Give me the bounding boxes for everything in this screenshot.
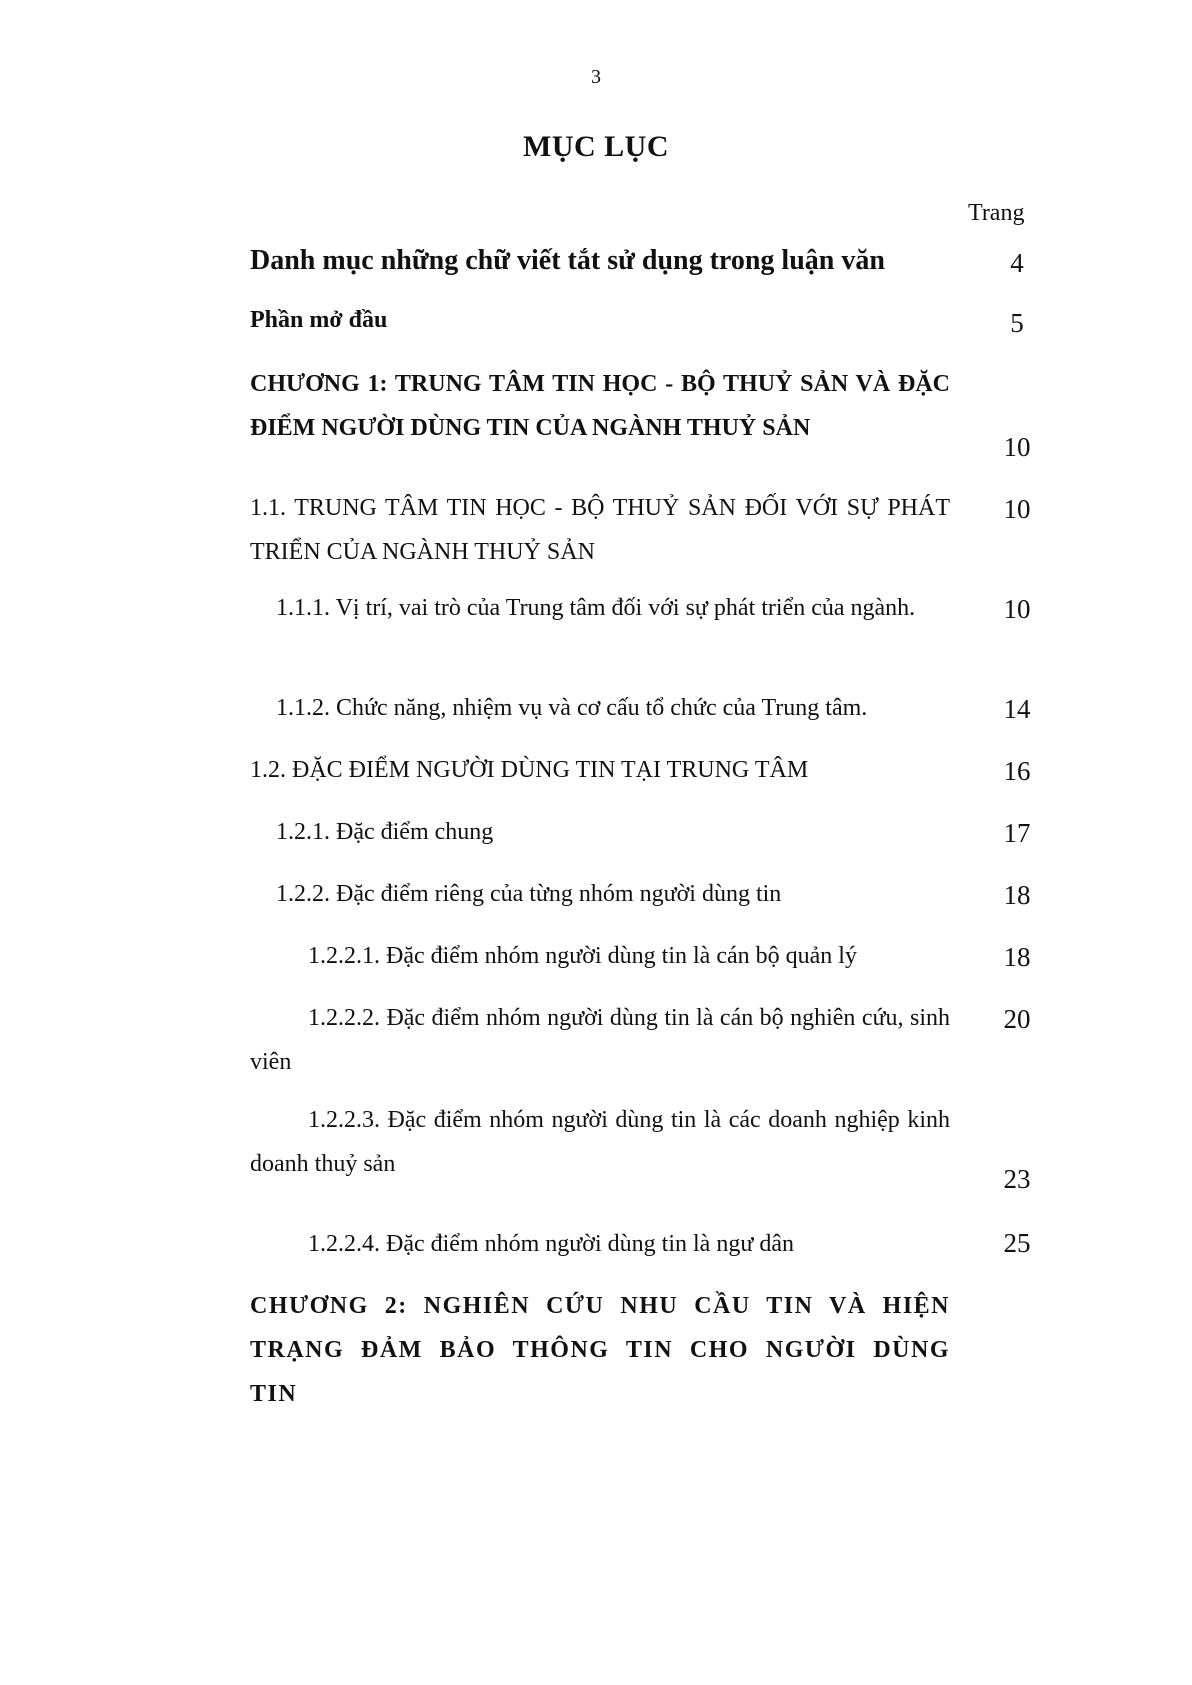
toc-entry-text: 1.2.2. Đặc điểm riêng của từng nhóm người dùng tin <box>276 881 782 907</box>
page-number: 3 <box>591 66 601 88</box>
toc-entry-page: 10 <box>1003 594 1031 624</box>
toc-entry <box>250 934 950 978</box>
toc-entry-text: 1.1. TRUNG TÂM TIN HỌC - BỘ THUỶ SẢN ĐỐI VỚI SỰ PHÁT TRIỂN CỦA NGÀNH THUỶ SẢN <box>250 495 950 565</box>
toc-entry-page: 18 <box>1003 880 1031 910</box>
page-column-label: Trang <box>968 200 1025 226</box>
toc-entry <box>250 1098 950 1186</box>
toc-entry-page: 5 <box>1010 308 1024 338</box>
toc-entry-page: 4 <box>1010 248 1024 278</box>
toc-entry-page: 17 <box>1003 818 1031 848</box>
toc-entry <box>250 238 950 284</box>
toc-entry-text: 1.2.1. Đặc điểm chung <box>276 819 494 845</box>
toc-entry <box>250 1222 950 1266</box>
toc-entry-page: 25 <box>1003 1228 1031 1258</box>
toc-entry-page: 14 <box>1003 694 1031 724</box>
toc-entry <box>250 362 950 450</box>
toc-entry-text: Phần mở đầu <box>250 307 388 333</box>
toc-entry <box>250 586 950 630</box>
toc-entry-text: 1.1.1. Vị trí, vai trò của Trung tâm đối với sự phát triển của ngành. <box>276 595 916 621</box>
toc-entry <box>250 872 950 916</box>
toc-entry <box>250 810 950 854</box>
toc-entry-page: 20 <box>1003 1004 1031 1034</box>
page-title: MỤC LỤC <box>523 130 669 163</box>
toc-entry-page: 23 <box>1003 1164 1031 1194</box>
toc-entry-text: 1.2.2.1. Đặc điểm nhóm người dùng tin là cán bộ quản lý <box>308 943 857 969</box>
toc-entry-text: 1.2.2.2. Đặc điểm nhóm người dùng tin là cán bộ nghiên cứu, sinh viên <box>250 1005 950 1075</box>
toc-entry-text: 1.1.2. Chức năng, nhiệm vụ và cơ cấu tổ chức của Trung tâm. <box>276 695 868 721</box>
toc-entry <box>250 298 950 342</box>
toc-entry-text: Danh mục những chữ viết tắt sử dụng trong luận văn <box>250 245 885 276</box>
toc-entry <box>250 1284 950 1416</box>
toc-entry <box>250 996 950 1084</box>
toc-entry-text: 1.2.2.3. Đặc điểm nhóm người dùng tin là các doanh nghiệp kinh doanh thuỷ sản <box>250 1107 950 1177</box>
toc-entry-text: 1.2. ĐẶC ĐIỂM NGƯỜI DÙNG TIN TẠI TRUNG TÂM <box>250 757 809 783</box>
toc-entry-page: 10 <box>1003 432 1031 462</box>
toc-entry-text: 1.2.2.4. Đặc điểm nhóm người dùng tin là ngư dân <box>308 1231 794 1257</box>
toc-entry-page: 10 <box>1003 494 1031 524</box>
toc-entry <box>250 748 950 792</box>
toc-entry-page: 16 <box>1003 756 1031 786</box>
toc-entry-text: CHƯƠNG 2: NGHIÊN CỨU NHU CẦU TIN VÀ HIỆN TRẠNG ĐẢM BẢO THÔNG TIN CHO NGƯỜI DÙNG TIN <box>250 1293 950 1407</box>
toc-entry <box>250 686 950 730</box>
toc-entry-page: 18 <box>1003 942 1031 972</box>
toc-entry-text: CHƯƠNG 1: TRUNG TÂM TIN HỌC - BỘ THUỶ SẢN VÀ ĐẶC ĐIỂM NGƯỜI DÙNG TIN CỦA NGÀNH THUỶ SẢN <box>250 371 950 441</box>
toc-entry <box>250 486 950 574</box>
